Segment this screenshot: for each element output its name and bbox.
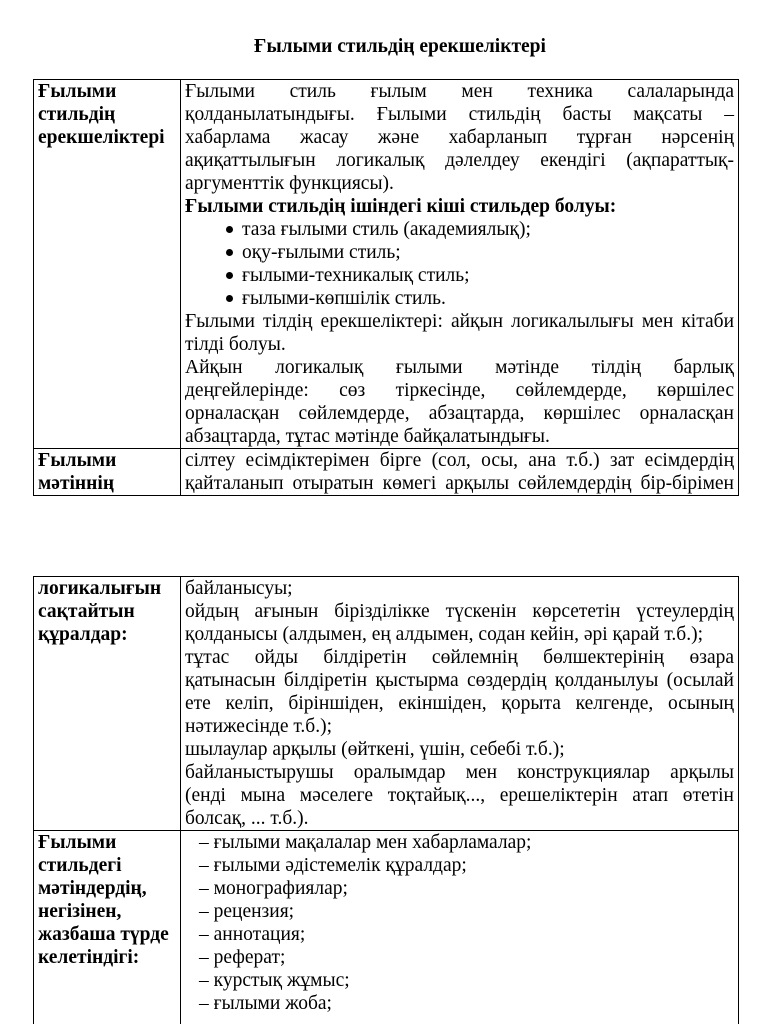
bullet-icon — [226, 226, 233, 233]
row-label-line: құралдар: — [38, 624, 128, 645]
row-label-line: Ғылыми — [38, 81, 117, 102]
dash-list — [185, 831, 734, 1015]
bullet-list — [185, 218, 734, 310]
bullet-item-text: таза ғылыми стиль (академиялық); — [242, 219, 531, 240]
text-line: Айқын логикалық ғылыми мәтінде тілдің барлық — [185, 357, 734, 378]
table-fragment-1 — [33, 79, 739, 496]
row-content-cell — [181, 80, 738, 448]
table-row — [34, 577, 738, 830]
list-item: – рецензия; — [199, 901, 295, 922]
bullet-icon — [226, 295, 233, 302]
row-label-line: мәтіннің — [38, 473, 115, 494]
text-line: ақиқаттылығын логикалық дәлелдеу екендігі (ақпараттық- — [185, 150, 734, 171]
list-item: – ғылыми мақалалар мен хабарламалар; — [199, 832, 532, 853]
row-label-line: жазбаша түрде — [38, 924, 169, 945]
text-line: байланыстырушы оралымдар мен конструкциялар арқылы — [185, 762, 734, 783]
row-label-cell — [34, 577, 181, 830]
list-item: – монографиялар; — [199, 878, 348, 899]
row-label-line: мәтіндердің, — [38, 878, 147, 899]
text-line: деңгейлерінде: сөз тіркесінде, сөйлемдерде, көршілес — [185, 380, 734, 401]
text-line: болсақ, ... т.б.). — [185, 808, 309, 829]
text-line: ете келіп, біріншіден, екіншіден, қорыта келгенде, осының — [185, 693, 734, 714]
row-label-cell — [34, 449, 181, 495]
row-label-line: стильдегі — [38, 855, 122, 876]
row-label-line: стильдің — [38, 104, 116, 125]
list-item: – реферат; — [199, 947, 286, 968]
bullet-icon — [226, 249, 233, 256]
row-content-cell — [181, 449, 738, 495]
paragraph — [185, 738, 734, 761]
paragraph — [185, 761, 734, 830]
bullet-item-text: ғылыми-техникалық стиль; — [242, 265, 470, 286]
text-line: шылаулар арқылы (өйткені, үшін, себебі т.б.); — [185, 739, 565, 760]
text-line: ойдың ағынын бірізділікке түскенін көрсететін үстеулердің — [185, 601, 734, 622]
bullet-item — [185, 241, 734, 264]
table-fragment-2 — [33, 576, 739, 1024]
text-line: тілді болуы. — [185, 334, 286, 355]
row-label-cell — [34, 80, 181, 448]
bullet-item — [185, 264, 734, 287]
list-item: – аннотация; — [199, 924, 306, 945]
text-line: аргументтік функциясы). — [185, 173, 394, 194]
table-row — [34, 448, 738, 495]
text-line: абзацтарда, тұтас мәтінде байқалатындығы. — [185, 426, 550, 447]
row-label-line: Ғылыми — [38, 450, 117, 471]
paragraph — [185, 356, 734, 448]
paragraph — [185, 600, 734, 646]
row-label-line: негізінен, — [38, 901, 122, 922]
text-line: сілтеу есімдіктерімен бірге (сол, осы, ана т.б.) зат есімдердің — [185, 450, 734, 471]
text-line: нәтижесінде т.б.); — [185, 716, 333, 737]
row-label-line: сақтайтын — [38, 601, 135, 622]
row-label-cell — [34, 831, 181, 1024]
subheading: Ғылыми стильдің ішіндегі кіші стильдер болуы: — [185, 196, 617, 217]
table-row — [34, 830, 738, 1024]
text-line: қатынасын білдіретін қыстырма сөздердің қолданылуы (осылай — [185, 670, 734, 691]
paragraph — [185, 646, 734, 738]
list-item: – ғылыми әдістемелік құралдар; — [199, 855, 467, 876]
paragraph — [185, 449, 734, 495]
text-line: орналасқан сөйлемдерде, абзацтарда, көршілес орналасқан — [185, 403, 734, 424]
bullet-icon — [226, 272, 233, 279]
bullet-item-text: ғылыми-көпшілік стиль. — [242, 288, 446, 309]
table-row — [34, 80, 738, 448]
row-label-line: Ғылыми — [38, 832, 117, 853]
text-line: тұтас ойды білдіретін сөйлемнің бөлшектерінің өзара — [185, 647, 734, 668]
text-line: Ғылыми тілдің ерекшеліктері: айқын логикалылығы мен кітаби — [185, 311, 734, 332]
document-title: Ғылыми стильдің ерекшеліктері — [254, 36, 546, 57]
text-line: байланысуы; — [185, 578, 293, 599]
text-line: (енді мына мәселеге тоқтайық..., ерешеліктерін атап өтетін — [185, 785, 734, 806]
list-item: – ғылыми жоба; — [199, 993, 332, 1014]
paragraph — [185, 577, 734, 600]
row-content-cell — [181, 577, 738, 830]
bullet-item — [185, 287, 734, 310]
row-label-line: ерекшеліктері — [38, 127, 165, 148]
text-line: қолданылатындығы. Ғылыми стильдің басты мақсаты – — [185, 104, 734, 125]
bullet-item-text: оқу-ғылыми стиль; — [242, 242, 401, 263]
row-label-line: келетіндігі: — [38, 947, 140, 968]
row-content-cell — [181, 831, 738, 1024]
list-item: – курстық жұмыс; — [199, 970, 350, 991]
text-line: Ғылыми стиль ғылым мен техника салаларында — [185, 81, 734, 102]
bullet-item — [185, 218, 734, 241]
paragraph — [185, 80, 734, 195]
text-line: хабарлама жасау және хабарланып тұрған нәрсенің — [185, 127, 734, 148]
text-line: қайталанып отыратын көмегі арқылы сөйлемдердің бір-бірімен — [185, 473, 734, 494]
text-line: қолданысы (алдымен, ең алдымен, содан кейін, әрі қарай т.б.); — [185, 624, 704, 645]
row-label-line: логикалығын — [38, 578, 162, 599]
paragraph — [185, 310, 734, 356]
